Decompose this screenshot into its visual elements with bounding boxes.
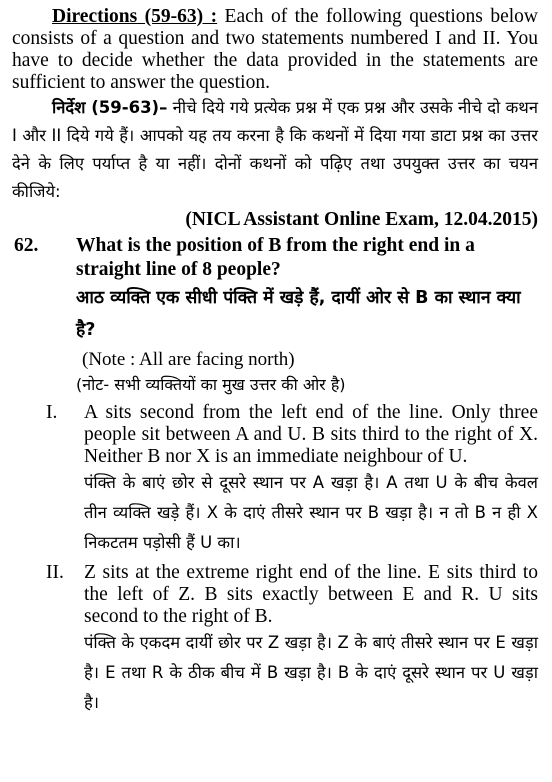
statement-2-hindi: पंक्ति के एकदम दायीं छोर पर Z खड़ा है। Z के बाएं तीसरे स्थान पर E खड़ा है। E तथा R के ठीक बीच में B खड़ा है। B के दाएं दूसरे स्थान पर U खड़ा है।: [84, 633, 538, 712]
question-block: [12, 234, 538, 398]
directions-hindi-heading: निर्देश (59-63)–: [52, 98, 168, 117]
question-note: (Note : All are facing north): [82, 349, 295, 370]
statement-2: [12, 562, 538, 718]
question-hindi: आठ व्यक्ति एक सीधी पंक्ति में खड़े हैं, दायीं ओर से B का स्थान क्या है?: [76, 288, 521, 340]
exam-source: (NICL Assistant Online Exam, 12.04.2015): [185, 209, 538, 230]
question-number: 62.: [14, 235, 39, 256]
question-text: What is the position of B from the right end in a straight line of 8 people?: [76, 235, 475, 280]
question-body: [76, 234, 538, 398]
statement-2-body: [84, 562, 538, 718]
statement-1-label: I.: [46, 402, 58, 423]
directions-text: Each of the following questions below consists of a question and two statements numbered I and II. You have to decide whether the data provided in the statements are sufficient to answer the question.: [12, 6, 538, 93]
directions-paragraph: [12, 6, 538, 94]
directions-hindi-paragraph: [12, 94, 538, 206]
statement-1-body: [84, 402, 538, 558]
question-note-hindi: (नोट- सभी व्यक्तियों का मुख उत्तर की ओर है): [76, 375, 346, 394]
statement-1-hindi: पंक्ति के बाएं छोर से दूसरे स्थान पर A खड़ा है। A तथा U के बीच केवल तीन व्यक्ति खड़े हैं। X के दाएं तीसरे स्थान पर B खड़ा है। न तो B न ही X निकटतम पड़ोसी हैं U का।: [84, 473, 538, 552]
statement-1: [12, 402, 538, 558]
statement-1-text: A sits second from the left end of the line. Only three people sit between A and U. B sits third to the right of X. Neither B nor X is an immediate neighbour of U.: [84, 402, 538, 467]
statement-2-label: II.: [46, 562, 64, 583]
directions-hindi-text: नीचे दिये गये प्रत्येक प्रश्न में एक प्रश्न और उसके नीचे दो कथन I और II दिये गये हैं। आपको यह तय करना है कि कथनों में दिया गया डाटा प्रश्न का उत्तर देने के लिए पर्याप्त है या नहीं। दोनों कथनों को पढ़िए तथा उपयुक्त उत्तर का चयन कीजिये:: [12, 98, 538, 201]
statement-2-text: Z sits at the extreme right end of the line. E sits third to the left of Z. B sits exactly between E and R. U sits second to the right of B.: [84, 562, 538, 627]
directions-heading: Directions (59-63) :: [52, 6, 218, 27]
